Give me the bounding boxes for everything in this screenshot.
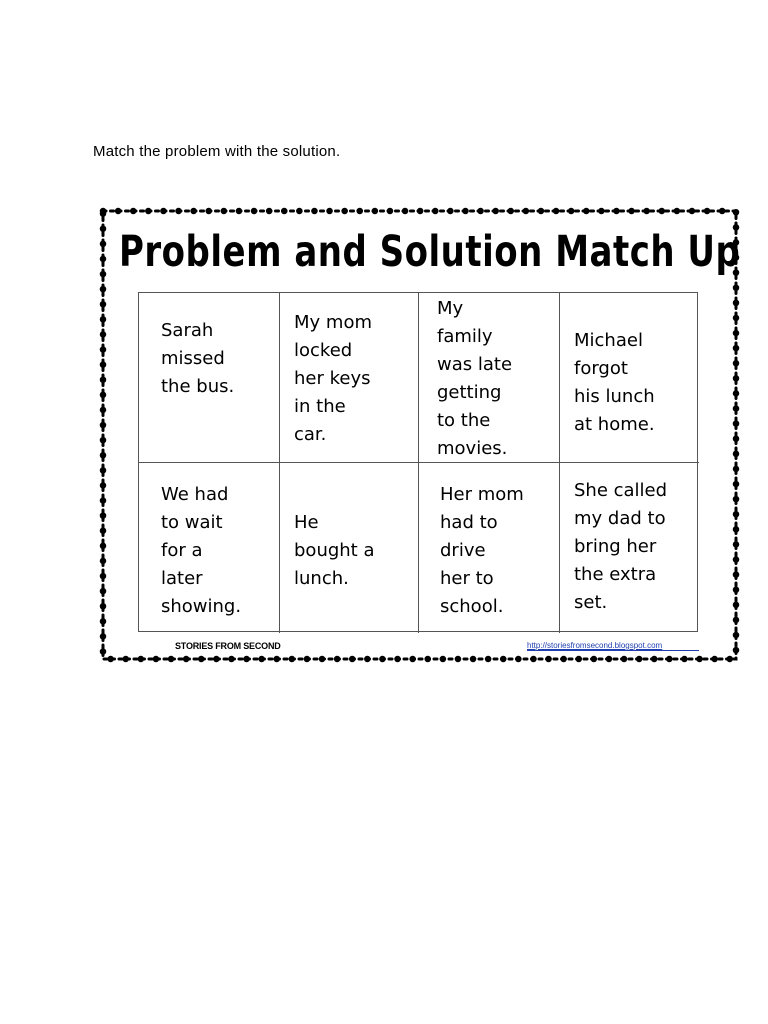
- problem-cell: [139, 293, 280, 463]
- cell-text: Her mom had to drive her to school.: [440, 484, 524, 617]
- worksheet-title: Problem and Solution Match Up: [119, 227, 741, 277]
- cell-text: Michael forgot his lunch at home.: [574, 330, 655, 435]
- cell-text: She called my dad to bring her the extra set.: [574, 480, 668, 613]
- instruction-text: Match the problem with the solution.: [93, 143, 341, 160]
- cell-text: Sarah missed the bus.: [161, 320, 235, 397]
- problem-cell: [560, 293, 699, 463]
- match-grid: [138, 292, 698, 632]
- problem-cell: [419, 293, 560, 463]
- footer-link[interactable]: http://storiesfromsecond.blogspot.com: [527, 641, 699, 651]
- cell-text: We had to wait for a later showing.: [161, 484, 242, 617]
- cell-text: My mom locked her keys in the car.: [294, 312, 372, 445]
- solution-cell: [139, 463, 280, 633]
- cell-text: He bought a lunch.: [294, 512, 375, 589]
- cell-text: My family was late getting to the movies.: [437, 298, 513, 459]
- solution-cell: [419, 463, 560, 633]
- worksheet-image: [97, 205, 742, 665]
- solution-cell: [280, 463, 419, 633]
- solution-cell: [560, 463, 699, 633]
- problem-cell: [280, 293, 419, 463]
- footer-credit: STORIES FROM SECOND: [175, 641, 281, 651]
